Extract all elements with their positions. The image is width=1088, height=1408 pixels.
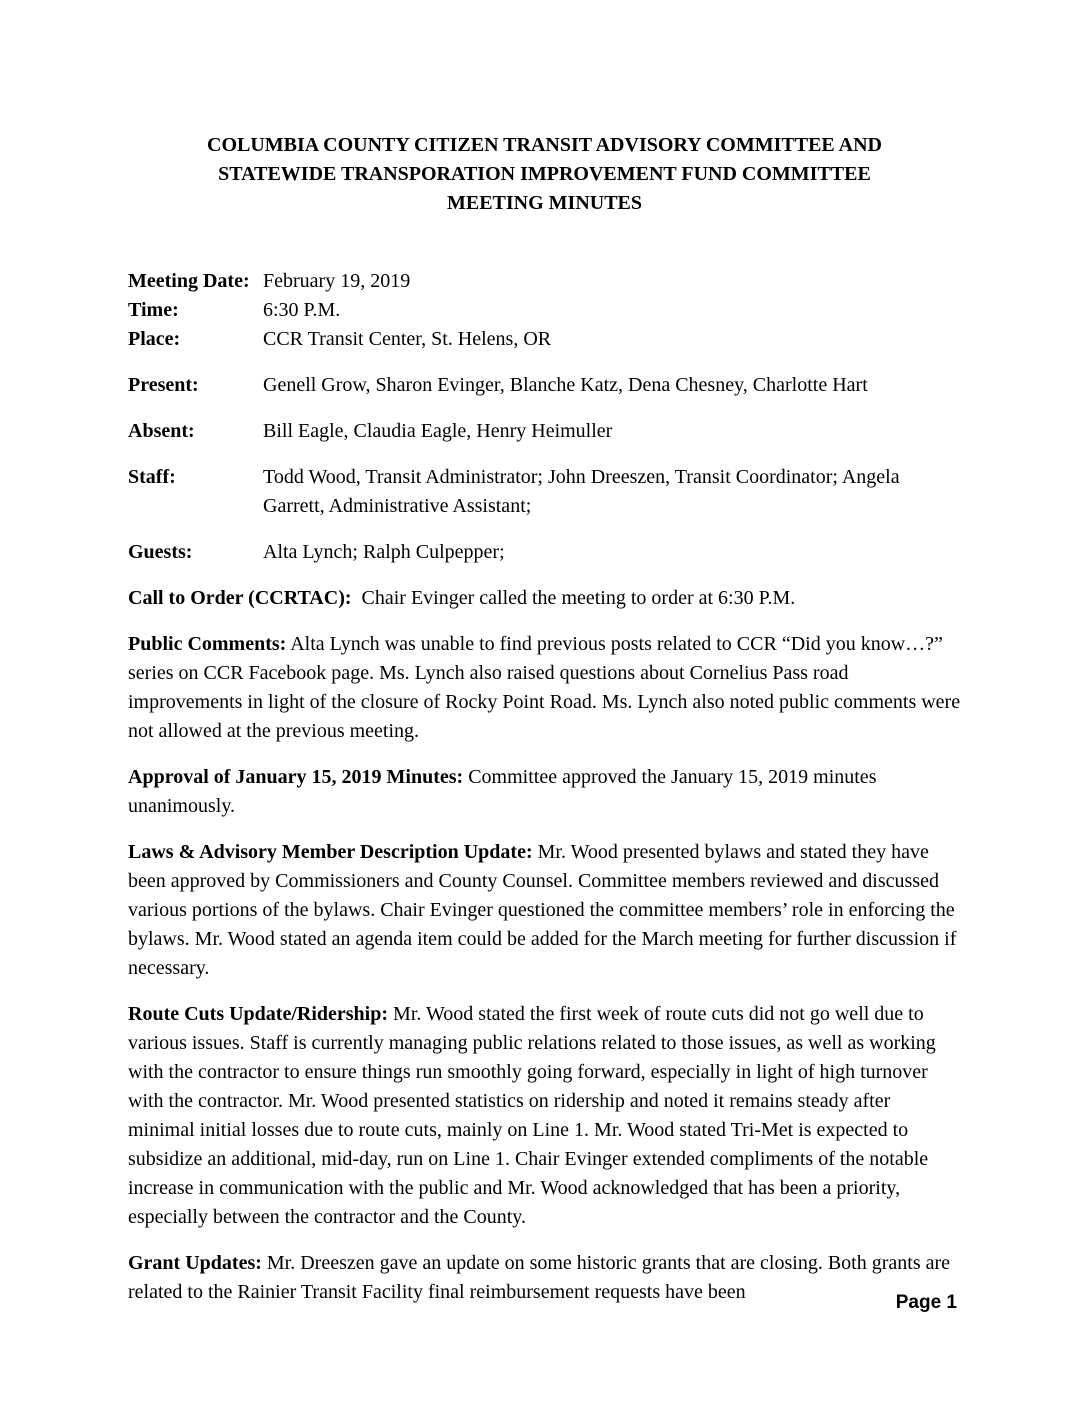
section-approval-minutes xyxy=(128,763,961,821)
attendance-block xyxy=(128,371,961,567)
meeting-date-row xyxy=(128,267,961,296)
document-title xyxy=(128,131,961,218)
staff-label: Staff: xyxy=(128,466,176,488)
meeting-time-label: Time: xyxy=(128,299,179,321)
section-laws-advisory-update-heading: Laws & Advisory Member Description Update: xyxy=(128,841,533,863)
section-public-comments xyxy=(128,630,961,746)
meeting-time-value: 6:30 P.M. xyxy=(263,299,341,321)
present-value: Genell Grow, Sharon Evinger, Blanche Katz, Dena Chesney, Charlotte Hart xyxy=(263,374,868,396)
document-content xyxy=(128,131,961,1324)
title-line-1: COLUMBIA COUNTY CITIZEN TRANSIT ADVISORY COMMITTEE AND xyxy=(207,134,882,156)
section-public-comments-body: Alta Lynch was unable to find previous posts related to CCR “Did you know…?” series on CCR Facebook page. Ms. Lynch also raised questions about Cornelius Pass road improvements in light of the closure of Rocky Point Road. Ms. Lynch also noted public comments were not allowed at the previous meeting. xyxy=(128,633,961,742)
section-approval-minutes-body: Committee approved the January 15, 2019 minutes unanimously. xyxy=(128,766,877,817)
meeting-place-label: Place: xyxy=(128,328,181,350)
absent-value: Bill Eagle, Claudia Eagle, Henry Heimuller xyxy=(263,420,613,442)
present-row xyxy=(128,371,961,400)
title-line-2: STATEWIDE TRANSPORATION IMPROVEMENT FUND COMMITTEE xyxy=(218,163,871,185)
section-grant-updates xyxy=(128,1249,961,1307)
meeting-meta xyxy=(128,267,961,354)
section-laws-advisory-update-body: Mr. Wood presented bylaws and stated they have been approved by Commissioners and County Counsel. Committee members reviewed and discussed various portions of the bylaws. Chair Evinger questioned the committee members’ role in enforcing the bylaws. Mr. Wood stated an agenda item could be added for the March meeting for further discussion if necessary. xyxy=(128,841,957,979)
section-approval-minutes-heading: Approval of January 15, 2019 Minutes: xyxy=(128,766,464,788)
guests-value: Alta Lynch; Ralph Culpepper; xyxy=(263,541,505,563)
meeting-date-value: February 19, 2019 xyxy=(263,270,411,292)
meeting-place-row xyxy=(128,325,961,354)
section-call-to-order xyxy=(128,584,961,613)
staff-row xyxy=(128,463,961,521)
section-public-comments-heading: Public Comments: xyxy=(128,633,287,655)
meeting-place-value: CCR Transit Center, St. Helens, OR xyxy=(263,328,552,350)
page-number: Page 1 xyxy=(895,1292,957,1313)
section-grant-updates-body: Mr. Dreeszen gave an update on some historic grants that are closing. Both grants are related to the Rainier Transit Facility final reimbursement requests have been xyxy=(128,1252,951,1303)
section-route-cuts-ridership-heading: Route Cuts Update/Ridership: xyxy=(128,1003,389,1025)
meeting-time-row xyxy=(128,296,961,325)
section-call-to-order-heading: Call to Order (CCRTAC): xyxy=(128,587,352,609)
absent-label: Absent: xyxy=(128,420,195,442)
guests-label: Guests: xyxy=(128,541,193,563)
section-route-cuts-ridership xyxy=(128,1000,961,1232)
guests-row xyxy=(128,538,961,567)
section-call-to-order-body: Chair Evinger called the meeting to order at 6:30 P.M. xyxy=(361,587,796,609)
section-laws-advisory-update xyxy=(128,838,961,983)
title-line-3: MEETING MINUTES xyxy=(446,192,643,214)
section-grant-updates-heading: Grant Updates: xyxy=(128,1252,262,1274)
absent-row xyxy=(128,417,961,446)
meeting-date-label: Meeting Date: xyxy=(128,270,250,292)
section-route-cuts-ridership-body: Mr. Wood stated the first week of route cuts did not go well due to various issues. Staff is currently managing public relations related to those issues, as well as working with the contractor to ensure things run smoothly going forward, especially in light of high turnover with the contractor. Mr. Wood presented statistics on ridership and noted it remains steady after minimal initial losses due to route cuts, mainly on Line 1. Mr. Wood stated Tri-Met is expected to subsidize an additional, mid-day, run on Line 1. Chair Evinger extended compliments of the notable increase in communication with the public and Mr. Wood acknowledged that has been a priority, especially between the contractor and the County. xyxy=(128,1003,936,1228)
staff-value: Todd Wood, Transit Administrator; John Dreeszen, Transit Coordinator; Angela Garrett, Administrative Assistant; xyxy=(263,466,900,517)
present-label: Present: xyxy=(128,374,199,396)
